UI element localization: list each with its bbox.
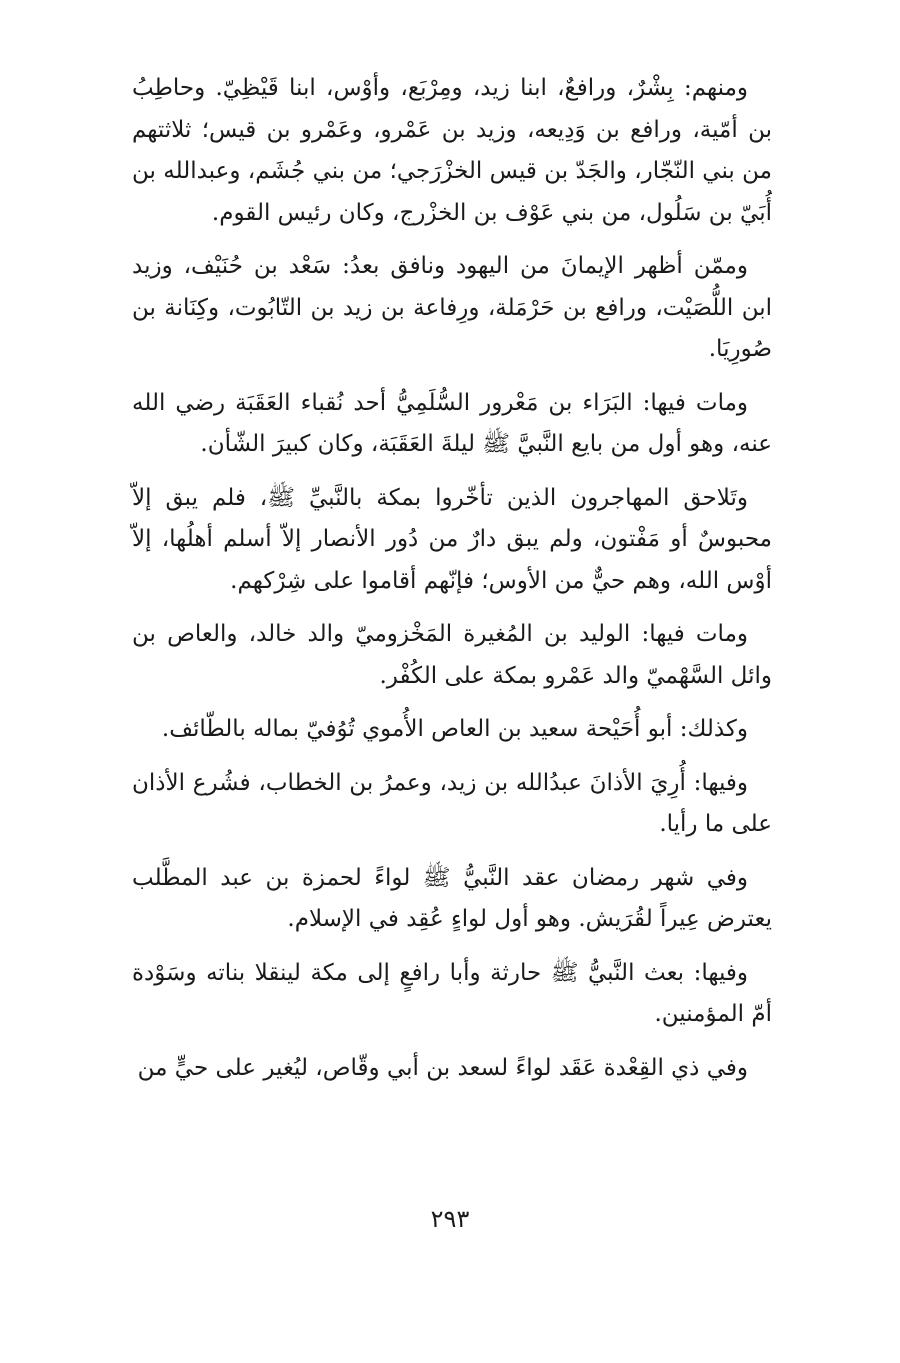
paragraph: وفي شهر رمضان عقد النَّبيُّ ﷺ لواءً لحمزة بن عبد المطَّلب يعترض عِيراً لقُرَيش. وهو أول لواءٍ عُقِد في الإسلام. (132, 864, 772, 932)
paragraph: وتَلاحق المهاجرون الذين تأخّروا بمكة بالنَّبيِّ ﷺ، فلم يبق إلاّ محبوسٌ أو مَفْتون، ولم يبق دارٌ من دُور الأنصار إلاّ أسلم أهلُها، إلاّ أوْس الله، وهم حيٌّ من الأوس؛ فإنّهم أقاموا على شِرْكهم. (132, 484, 772, 594)
paragraph: وفي ذي القِعْدة عَقَد لواءً لسعد بن أبي وقّاص، ليُغير على حيٍّ من (137, 1054, 748, 1081)
page-body (132, 68, 772, 1218)
page-number: ٢٩٣ (430, 1205, 470, 1233)
paragraph: وكذلك: أبو أُحَيْحة سعيد بن العاص الأُموي تُوُفيّ بماله بالطّائف. (161, 716, 748, 742)
paragraph: وممّن أظهر الإيمانَ من اليهود ونافق بعدُ: سَعْد بن حُنَيْف، وزيد ابن اللُّصَيْت، ورافع بن حَرْمَلة، ورِفاعة بن زيد بن التّابُوت، وكِنَانة بن صُورِيَا. (132, 253, 772, 362)
paragraph: وفيها: بعث النَّبيُّ ﷺ حارثة وأبا رافعٍ إلى مكة لينقلا بناته وسَوْدة أمّ المؤمنين. (132, 959, 772, 1027)
paragraph: ومات فيها: البَرَاء بن مَعْرور السُّلَمِيُّ أحد نُقباء العَقَبَة رضي الله عنه، وهو أول من بايع النَّبيَّ ﷺ ليلةَ العَقَبَة، وكان كبيرَ الشّأن. (132, 389, 772, 457)
paragraph: وفيها: أُرِيَ الأذانَ عبدُالله بن زيد، وعمرُ بن الخطاب، فشُرع الأذان على ما رأيا. (132, 769, 772, 837)
paragraph: ومات فيها: الوليد بن المُغيرة المَخْزوميّ والد خالد، والعاص بن وائل السَّهْميّ والد عَمْرو بمكة على الكُفْر. (132, 621, 772, 689)
paragraph: ومنهم: بِشْرٌ، ورافعٌ، ابنا زيد، ومِرْبَع، وأوْس، ابنا قَيْظِيّ. وحاطِبُ بن أمّية، ورافع بن وَدِيعه، وزيد بن عَمْرو، وعَمْرو بن قيس؛ ثلاثتهم من بني النّجّار، والجَدّ بن قيس الخزْرَجي؛ من بني جُشَم، وعبدالله بن أُبَيّ بن سَلُول، من بني عَوْف بن الخزْرج، وكان رئيس القوم. (132, 75, 772, 226)
